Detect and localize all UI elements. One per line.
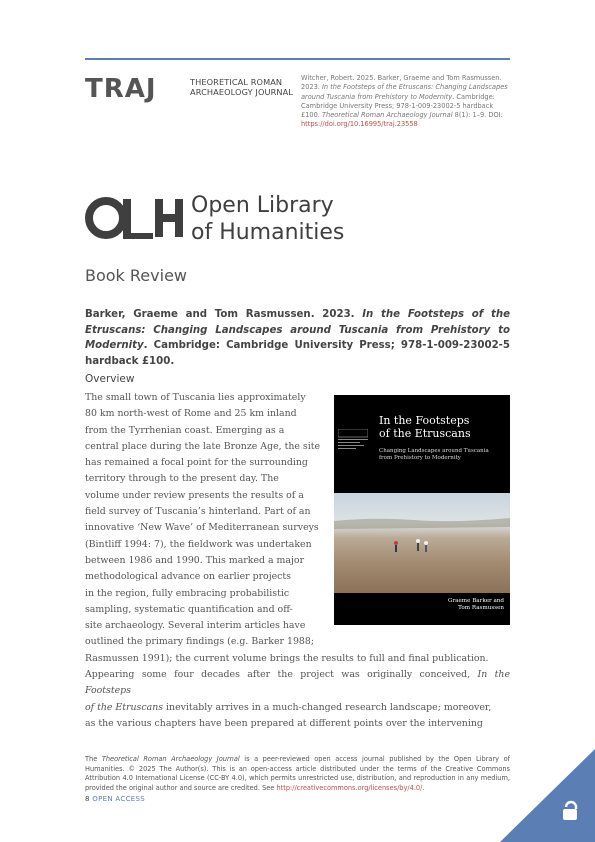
body-line: 80 km north-west of Rome and 25 km inland xyxy=(85,408,297,420)
open-access-corner xyxy=(500,749,595,842)
body-italic-title: of the Etruscans xyxy=(85,701,164,713)
footer-text: The xyxy=(85,755,102,763)
body-line: in the region, fully embracing probabilistic xyxy=(85,587,290,599)
citation-journal: Theoretical Roman Archaeology Journal xyxy=(321,111,453,120)
body-line: volume under review presents the results of a xyxy=(85,489,304,501)
reference-text: . Cambridge: Cambridge University Press; 978-1-009-23002-5 hardback £100. xyxy=(85,340,510,367)
body-text-span: inevitably arrives in a much-changed research landscape; moreover, xyxy=(163,701,492,713)
body-line xyxy=(85,667,510,700)
body-line: outlined the primary findings (e.g. Barker 1988; xyxy=(85,636,315,648)
cover-author: Tom Rasmussen xyxy=(458,605,504,611)
olh-wordmark-line2: of Humanities xyxy=(191,220,345,245)
body-line: from the Tyrrhenian coast. Emerging as a xyxy=(85,424,285,436)
footer-journal: Theoretical Roman Archaeology Journal xyxy=(101,755,240,763)
footer-text: . xyxy=(422,783,425,792)
cover-title xyxy=(379,414,471,440)
footer-text: is a peer-reviewed open access journal published by the Open Library of Humanities. © 2025 The Author(s). This is an open-access article distributed under the terms of the Creative Commons Attribution 4.0 International License (CC-BY 4.0), which permits unrestricted use, distribution, and reproduction in any medium, provided the original author and source are credited. See xyxy=(85,755,510,792)
book-cover-image xyxy=(334,395,510,625)
cover-author: Graeme Barker and xyxy=(448,598,504,604)
body-line: The small town of Tuscania lies approximately xyxy=(85,392,306,403)
cover-landscape-photo xyxy=(334,493,510,593)
book-reference xyxy=(85,307,510,369)
cover-subtitle-line: from Prehistory to Modernity xyxy=(379,455,461,461)
body-line: as the various chapters have been prepared at different points over the intervening xyxy=(85,717,483,729)
cover-series-icon xyxy=(338,429,368,451)
cover-photo-figures xyxy=(334,493,510,593)
doi-link[interactable]: https://doi.org/10.16995/traj.23558 xyxy=(301,120,418,129)
body-line: territory through to the present day. The xyxy=(85,473,279,485)
overview-heading: Overview xyxy=(85,373,135,385)
body-line: has remained a focal point for the surrounding xyxy=(85,457,308,469)
body-italic-title: In the Footsteps xyxy=(85,669,511,697)
citation-text: Witcher, Robert. 2025. Barker, Graeme and Tom Rasmussen. 2023. xyxy=(301,74,502,92)
cover-title-line: In the Footsteps xyxy=(379,414,470,427)
license-link[interactable]: http://creativecommons.org/licenses/by/4.0/ xyxy=(276,783,423,792)
body-line: sampling, systematic quantification and off- xyxy=(85,603,293,615)
journal-name xyxy=(190,77,300,97)
citation-text: . Cambridge: Cambridge University Press; 978-1-009-23002-5 hardback £100. xyxy=(301,92,495,120)
journal-name-line2: ARCHAEOLOGY JOURNAL xyxy=(190,87,293,97)
olh-wordmark-line1: Open Library xyxy=(191,193,334,218)
citation-book-title: In the Footsteps of the Etruscans: Changing Landscapes around Tuscania from Prehistory to Modernity xyxy=(301,83,508,101)
citation-text: 8(1): 1–9. DOI: xyxy=(452,111,503,120)
olh-wordmark xyxy=(191,192,344,246)
body-line: central place during the late Bronze Age, the site xyxy=(85,440,321,452)
body-narrow-column xyxy=(85,390,324,651)
cover-subtitle xyxy=(379,448,489,462)
section-title: Book Review xyxy=(85,266,187,285)
body-line: (Bintliff 1994: 7), the fieldwork was undertaken xyxy=(85,538,312,550)
body-line: site archaeology. Several interim articles have xyxy=(85,620,306,632)
reference-title: In the Footsteps of the Etruscans: Changing Landscapes around Tuscania from Prehistory to Modernity xyxy=(85,309,510,351)
open-access-label xyxy=(85,795,145,803)
page-number: 8 xyxy=(85,795,90,803)
cover-authors xyxy=(448,598,504,612)
reference-text: Barker, Graeme and Tom Rasmussen. 2023. xyxy=(85,309,363,320)
body-line: Rasmussen 1991); the current volume brings the results to full and final publication. xyxy=(85,652,489,664)
header-rule xyxy=(85,58,510,60)
open-access-text: OPEN ACCESS xyxy=(92,795,145,803)
cover-title-line: of the Etruscans xyxy=(379,427,471,440)
body-line: between 1986 and 1990. This marked a major xyxy=(85,554,305,566)
license-footer xyxy=(85,755,510,793)
body-line xyxy=(85,700,510,716)
citation xyxy=(301,74,511,130)
cover-subtitle-line: Changing Landscapes around Tuscania xyxy=(379,448,489,454)
body-text-span: Appearing some four decades after the project was originally conceived, xyxy=(85,669,478,681)
traj-logo: TRAJ xyxy=(85,74,157,104)
body-line: innovative ‘New Wave’ of Mediterranean surveys xyxy=(85,522,319,534)
journal-name-line1: THEORETICAL ROMAN xyxy=(190,77,283,87)
cover-series-logo xyxy=(338,429,369,452)
olh-mark-icon xyxy=(85,197,183,239)
body-line: field survey of Tuscania’s hinterland. Part of an xyxy=(85,506,311,518)
body-line: methodological advance on earlier projects xyxy=(85,571,291,583)
